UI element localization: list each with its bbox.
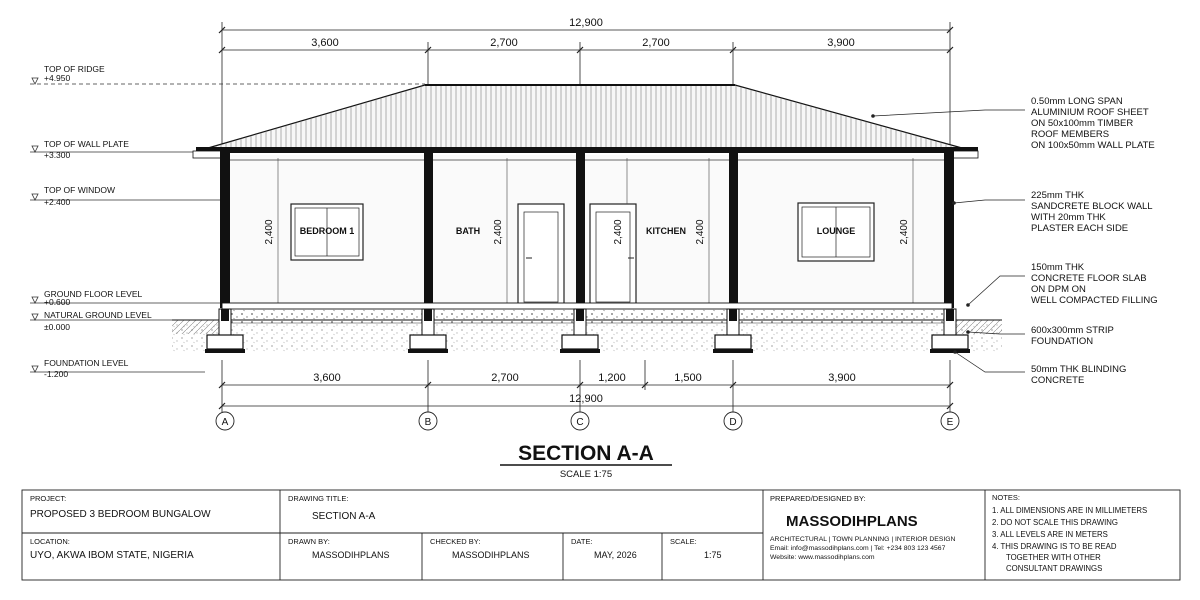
tb-drawn-by-label: DRAWN BY: [288, 537, 330, 546]
tb-note-6: CONSULTANT DRAWINGS [1006, 564, 1103, 573]
grid-label-a: A [221, 417, 229, 428]
fascia-left [193, 151, 223, 158]
level-gfl-name: GROUND FLOOR LEVEL [44, 289, 143, 299]
tb-location-label: LOCATION: [30, 537, 70, 546]
level-gfl-value: +0.600 [44, 297, 71, 307]
top-dim-3: 2,700 [642, 37, 670, 49]
wall-e [944, 150, 954, 308]
tb-firm: MASSODIHPLANS [786, 513, 918, 530]
level-foundation-value: -1.200 [44, 369, 69, 379]
section-title: SECTION A-A [518, 442, 654, 465]
tb-note-5: TOGETHER WITH OTHER [1006, 553, 1101, 562]
annotation-blinding-line-2: CONCRETE [1031, 375, 1085, 386]
top-dim-4: 3,900 [827, 37, 855, 49]
wall-height-door: 2,400 [613, 219, 624, 245]
tb-project-label: PROJECT: [30, 494, 67, 503]
room-label-kitchen: KITCHEN [646, 226, 686, 236]
annotation-blinding-line-1: 50mm THK BLINDING [1031, 364, 1127, 375]
annotation-foundation-line-2: FOUNDATION [1031, 336, 1094, 347]
annotation-wall [1031, 190, 1155, 234]
annotation-slab [1031, 262, 1158, 306]
annotation-slab-line-1: 150mm THK [1031, 262, 1085, 273]
grid-label-c: C [576, 417, 584, 428]
wall-height-bath: 2,400 [493, 219, 504, 245]
bottom-dim-3: 1,200 [598, 372, 626, 384]
level-ridge-name: TOP OF RIDGE [44, 64, 105, 74]
tb-scale: 1:75 [704, 550, 722, 560]
annotation-slab-line-2: CONCRETE FLOOR SLAB [1031, 273, 1147, 284]
top-dim-2: 2,700 [490, 37, 518, 49]
door-bath [518, 204, 564, 304]
tb-note-3: 3. ALL LEVELS ARE IN METERS [992, 530, 1108, 539]
tb-note-1: 1. ALL DIMENSIONS ARE IN MILLIMETERS [992, 506, 1148, 515]
tb-note-4: 4. THIS DRAWING IS TO BE READ [992, 542, 1117, 551]
annotation-slab-line-4: WELL COMPACTED FILLING [1031, 295, 1158, 306]
annotation-roof-line-4: ROOF MEMBERS [1031, 129, 1110, 140]
wall-height-lounge: 2,400 [899, 219, 910, 245]
tb-services: ARCHITECTURAL | TOWN PLANNING | INTERIOR DESIGN [770, 536, 956, 543]
tb-scale-label: SCALE: [670, 537, 697, 546]
roof [208, 85, 962, 148]
wall-c [576, 150, 585, 308]
annotation-foundation [1031, 325, 1116, 347]
annotation-roof-line-1: 0.50mm LONG SPAN [1031, 96, 1123, 107]
floor-slab [222, 303, 952, 309]
annotation-roof-line-2: ALUMINIUM ROOF SHEET [1031, 107, 1149, 118]
annotation-slab-line-3: ON DPM ON [1031, 284, 1086, 295]
top-dim-1: 3,600 [311, 37, 339, 49]
annotation-wall-line-2: SANDCRETE BLOCK WALL [1031, 201, 1153, 212]
level-ngl-name: NATURAL GROUND LEVEL [44, 310, 152, 320]
tb-checked-by: MASSODIHPLANS [452, 550, 530, 560]
overall-top-dim: 12,900 [569, 17, 603, 29]
tb-notes-label: NOTES: [992, 493, 1020, 502]
level-ngl-value: ±0.000 [44, 322, 70, 332]
level-ridge-value: +4.950 [44, 73, 71, 83]
overall-bottom-dim: 12,900 [569, 393, 603, 405]
tb-checked-by-label: CHECKED BY: [430, 537, 481, 546]
wall-d [729, 150, 738, 308]
wall-b [424, 150, 433, 308]
tb-note-2: 2. DO NOT SCALE THIS DRAWING [992, 518, 1118, 527]
annotation-blinding [1031, 364, 1129, 386]
level-window-name: TOP OF WINDOW [44, 185, 115, 195]
annotation-roof-line-5: ON 100x50mm WALL PLATE [1031, 140, 1155, 151]
annotation-foundation-line-1: 600x300mm STRIP [1031, 325, 1114, 336]
wall-height-bedroom: 2,400 [264, 219, 275, 245]
tb-prepared-label: PREPARED/DESIGNED BY: [770, 494, 866, 503]
annotation-roof-line-3: ON 50x100mm TIMBER [1031, 118, 1134, 129]
bottom-dim-2: 2,700 [491, 372, 519, 384]
scale-text: SCALE 1:75 [559, 469, 613, 480]
grid-label-b: B [424, 417, 432, 428]
room-label-bedroom: BEDROOM 1 [299, 226, 355, 236]
tb-date-label: DATE: [571, 537, 593, 546]
tb-drawing-title: SECTION A-A [312, 511, 376, 522]
level-wallplate-value: +3.300 [44, 150, 71, 160]
grid-label-e: E [946, 417, 954, 428]
annotation-wall-line-1: 225mm THK [1031, 190, 1085, 201]
level-window-value: +2.400 [44, 197, 71, 207]
wall-plate-beam [196, 147, 978, 153]
level-triangles [32, 78, 38, 372]
tb-website: Website: www.massodihplans.com [770, 554, 875, 561]
door-kitchen [590, 204, 636, 304]
hardcore-fill [222, 309, 952, 323]
tb-notes [992, 506, 1149, 573]
tb-location: UYO, AKWA IBOM STATE, NIGERIA [30, 550, 194, 561]
level-foundation-name: FOUNDATION LEVEL [44, 358, 129, 368]
wall-a [220, 150, 230, 308]
tb-drawing-title-label: DRAWING TITLE: [288, 494, 349, 503]
wall-height-kitchen: 2,400 [695, 219, 706, 245]
tb-contact: Email: info@massodihplans.com | Tel: +234 803 123 4567 [770, 545, 946, 552]
grid-bubbles [216, 412, 959, 430]
bottom-dim-1: 3,600 [313, 372, 341, 384]
room-label-bath: BATH [455, 226, 481, 236]
tb-project: PROPOSED 3 BEDROOM BUNGALOW [30, 509, 211, 520]
level-wallplate-name: TOP OF WALL PLATE [44, 139, 129, 149]
tb-date: MAY, 2026 [594, 550, 637, 560]
grid-label-d: D [729, 417, 737, 428]
level-labels [44, 64, 152, 379]
annotation-wall-line-4: PLASTER EACH SIDE [1031, 223, 1129, 234]
fascia-right [950, 151, 978, 158]
annotation-wall-line-3: WITH 20mm THK [1031, 212, 1106, 223]
bottom-dim-5: 3,900 [828, 372, 856, 384]
bottom-dim-4: 1,500 [674, 372, 702, 384]
annotation-roof [1031, 96, 1155, 151]
tb-drawn-by: MASSODIHPLANS [312, 550, 390, 560]
room-label-lounge: LOUNGE [816, 226, 856, 236]
